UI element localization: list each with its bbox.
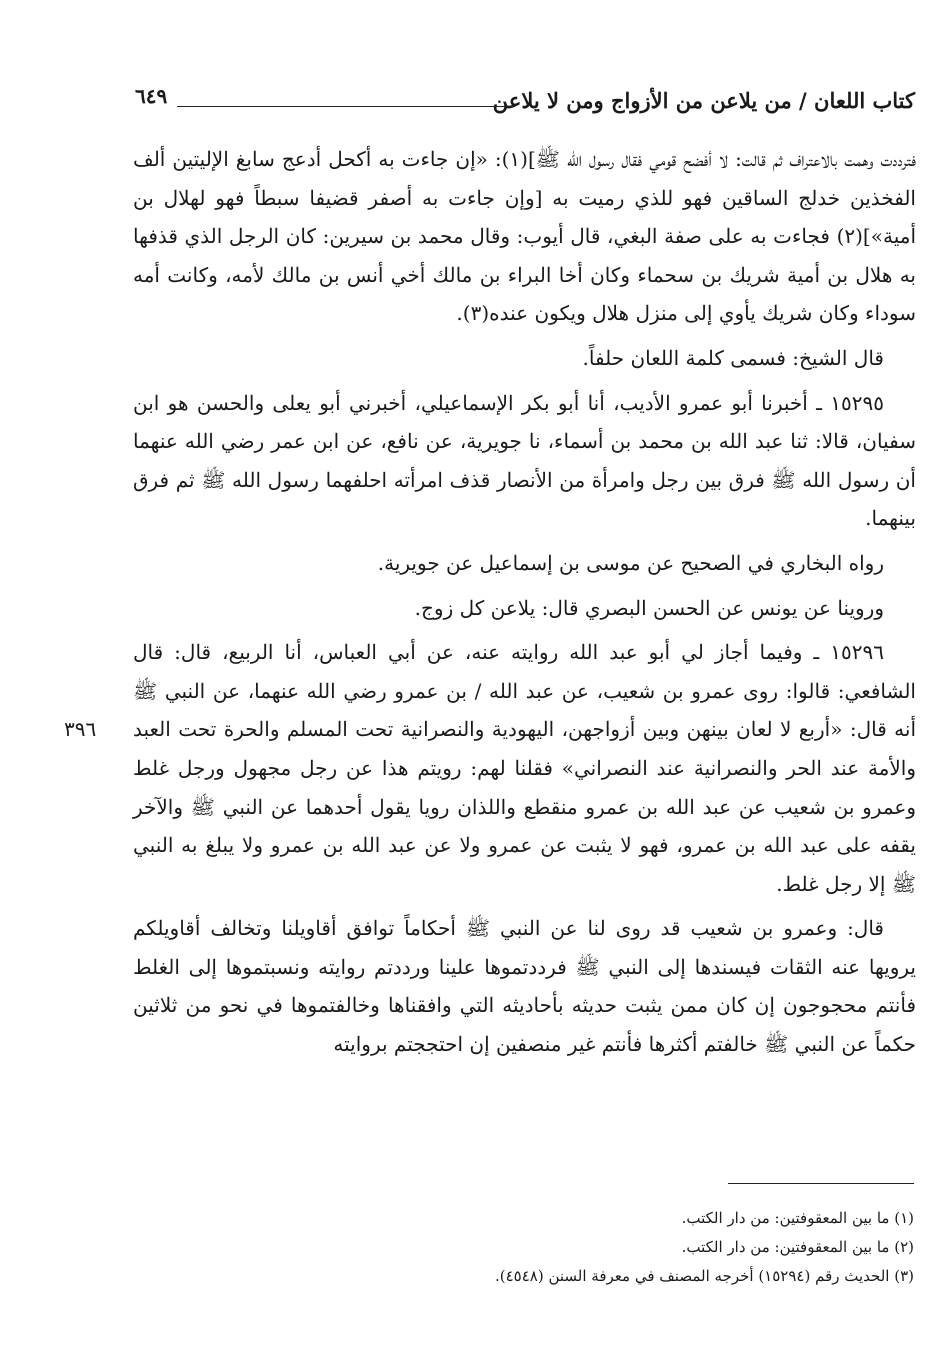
footnote: (٣) الحديث رقم (١٥٢٩٤) أخرجه المصنف في معرفة السنن (٤٥٤٨). — [495, 1267, 914, 1285]
hadith-paragraph: ١٥٢٩٦ ـ وفيما أجاز لي أبو عبد الله روايته عنه، عن أبي العباس، أنا الربيع، قال: قال الشافعي: قالوا: روى عمرو بن شعيب، عن عبد الله / بن عمرو رضي الله عنهما، عن النبي ﷺ أنه قال: «أربع لا لعان بينهن وبين أزواجهن، اليهودية والنصرانية تحت المسلم والحرة تحت العبد والأمة عند الحر والنصرانية عند النصراني» فقلنا لهم: رويتم هذا عن رجل مجهول ورجل غلط وعمرو بن شعيب عن عبد الله بن عمرو منقطع واللذان رويا يقول أحدهما عن النبي ﷺ والآخر يقفه على عبد الله بن عمرو، فهو لا يثبت عن عمرو ولا عن عبد الله بن عمرو ولا يبلغ به النبي ﷺ إلا رجل غلط. — [133, 640, 917, 896]
paragraph: فترددت وهمت بالاعتراف ثم قالت: لا أفضح قومي فقال رسول الله ﷺ](١): «إن جاءت به أكحل أدعج سابغ الإليتين ألف الفخذين خدلج الساقين فهو للذي رميت به [وإن جاءت به أصفر قضيفا سبطاً فهو لهلال بن أمية»](٢) فجاءت به على صفة البغي، قال أيوب: وقال محمد بن سيرين: كان الرجل الذي قذفها به هلال بن أمية شريك بن سحماء وكان أخا البراء بن مالك أخي أنس بن مالك لأمه، وكانت أمه سوداء وكان شريك يأوي إلى منزل هلال ويكون عنده(٣). — [133, 147, 917, 326]
main-text — [133, 140, 916, 1070]
footnotes — [330, 1204, 914, 1291]
footnote-rule — [728, 1183, 914, 1184]
paragraph: وروينا عن يونس عن الحسن البصري قال: يلاعن كل زوج. — [414, 595, 884, 620]
paragraph: رواه البخاري في الصحيح عن موسى بن إسماعيل عن جويرية. — [377, 550, 884, 575]
running-title: كتاب اللعان / من يلاعن من الأزواج ومن لا يلاعن — [492, 88, 915, 113]
footnote: (١) ما بين المعقوفتين: من دار الكتب. — [681, 1209, 914, 1227]
header-rule — [177, 106, 515, 107]
page-header — [135, 82, 915, 122]
hadith-paragraph: ١٥٢٩٥ ـ أخبرنا أبو عمرو الأديب، أنا أبو بكر الإسماعيلي، أخبرني أبو يعلى والحسن هو ابن سفيان، قالا: ثنا عبد الله بن محمد بن أسماء، نا جويرية، عن نافع، عن ابن عمر رضي الله عنهما أن رسول الله ﷺ فرق بين رجل وامرأة من الأنصار قذف امرأته احلفهما رسول الله ﷺ ثم فرق بينهما. — [133, 390, 916, 531]
margin-page-reference: ٣٩٦ — [64, 717, 97, 741]
footnote: (٢) ما بين المعقوفتين: من دار الكتب. — [681, 1238, 914, 1256]
paragraph: قال الشيخ: فسمى كلمة اللعان حلفاً. — [582, 345, 884, 370]
page-number: ٦٤٩ — [135, 84, 168, 108]
paragraph: قال: وعمرو بن شعيب قد روى لنا عن النبي ﷺ أحكاماً توافق أقاويلنا وتخالف أقاويلكم يرويها عنه الثقات فيسندها إلى النبي ﷺ فرددتموها علينا ورددتم روايته ونسبتموها إلى الغلط فأنتم محجوجون إن كان ممن يثبت حديثه بأحاديثه التي وافقناها وخالفتموها في نحو من ثلاثين حكماً عن النبي ﷺ خالفتم أكثرها فأنتم غير منصفين إن احتججتم بروايته — [133, 916, 916, 1057]
